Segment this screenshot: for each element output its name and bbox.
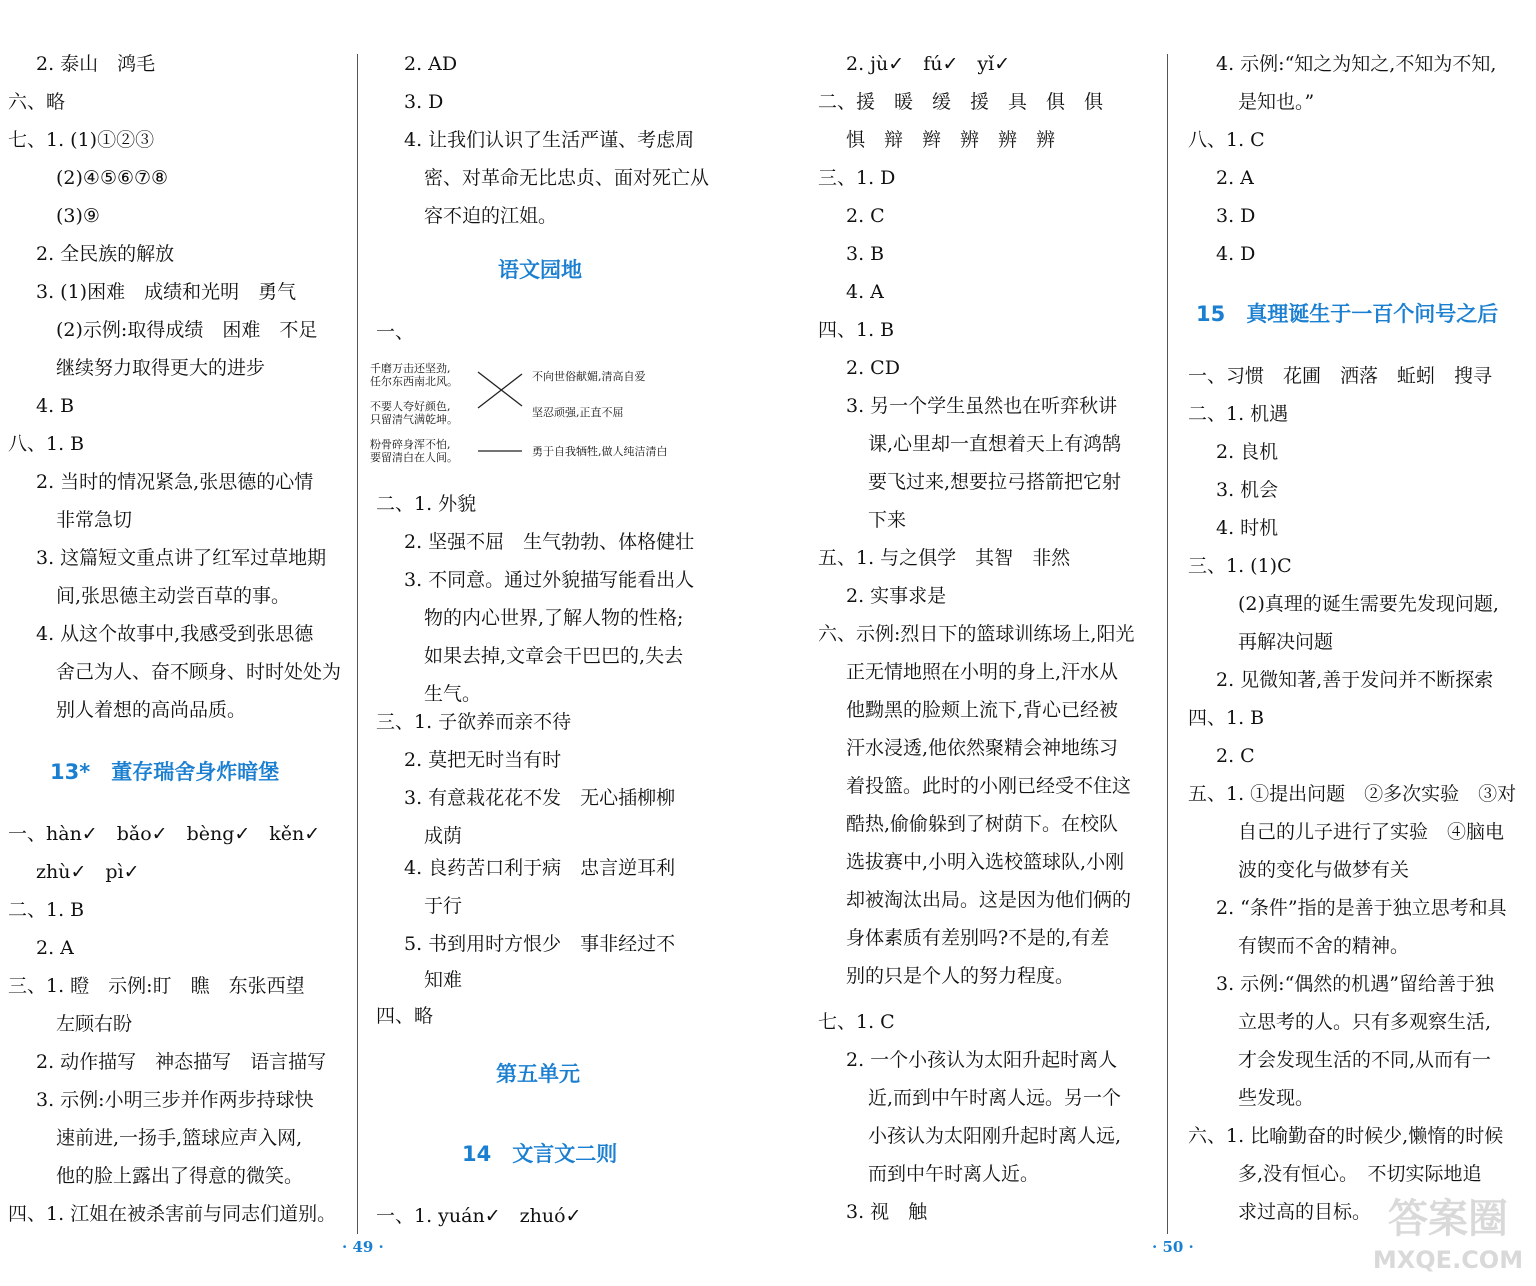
answer-line: 他黝黑的脸颊上流下,背心已经被 xyxy=(846,699,1119,721)
watermark-logo xyxy=(1368,1180,1528,1280)
answer-line: 却被淘汰出局。这是因为他们俩的 xyxy=(846,889,1132,911)
answer-line: 近,而到中午时离人远。另一个 xyxy=(868,1087,1122,1109)
answer-line: 2. CD xyxy=(846,357,900,379)
answer-line: 2. A xyxy=(1216,167,1254,189)
answer-line: 2. A xyxy=(36,937,74,959)
answer-line: (2)真理的诞生需要先发现问题, xyxy=(1238,593,1499,615)
answer-line: 别的只是个人的努力程度。 xyxy=(846,965,1075,987)
matching-right-item: 坚忍顽强,正直不屈 xyxy=(532,406,624,419)
answer-line: 五、1. 与之俱学 其智 非然 xyxy=(818,547,1071,569)
answer-line: 一、hàn✓ bǎo✓ bèng✓ kěn✓ xyxy=(8,823,321,845)
answer-line: 生气。 xyxy=(424,683,482,705)
answer-line: 汗水浸透,他依然聚精会神地练习 xyxy=(846,737,1119,759)
answer-line: 2. 动作描写 神态描写 语言描写 xyxy=(36,1051,327,1073)
answer-line: 密、对革命无比忠贞、面对死亡从 xyxy=(424,167,710,189)
answer-line: 物的内心世界,了解人物的性格; xyxy=(424,607,684,629)
answer-line: 四、1. B xyxy=(1188,707,1265,729)
answer-line: 于行 xyxy=(424,895,463,917)
answer-line: 五、1. ①提出问题 ②多次实验 ③对 xyxy=(1188,783,1517,805)
answer-line: 舍己为人、奋不顾身、时时处处为 xyxy=(56,661,342,683)
answer-line: 二、1. B xyxy=(8,899,85,921)
answer-line: 波的变化与做梦有关 xyxy=(1238,859,1410,881)
answer-line: 3. 不同意。通过外貌描写能看出人 xyxy=(404,569,695,591)
answer-line: 而到中午时离人近。 xyxy=(868,1163,1040,1185)
answer-line: 四、略 xyxy=(376,1005,434,1027)
answer-line: 2. C xyxy=(846,205,885,227)
answer-line: 三、1. 子欲养而亲不待 xyxy=(376,711,572,733)
answer-line: 4. 时机 xyxy=(1216,517,1279,539)
answer-line: 身体素质有差别吗?不是的,有差 xyxy=(846,927,1110,949)
answer-line: 4. 让我们认识了生活严谨、考虑周 xyxy=(404,129,695,151)
answer-line: 七、1. C xyxy=(818,1011,895,1033)
section-heading: 13* 董存瑞舍身炸暗堡 xyxy=(50,760,280,784)
answer-line: 2. 坚强不屈 生气勃勃、体格健壮 xyxy=(404,531,695,553)
page-number-left: · 49 · xyxy=(342,1238,384,1256)
matching-left-item: 任尔东西南北风。 xyxy=(370,375,458,388)
answer-line: 课,心里却一直想着天上有鸿鹄 xyxy=(868,433,1122,455)
answer-line: 3. 机会 xyxy=(1216,479,1279,501)
answer-line: 成荫 xyxy=(424,825,463,847)
answer-line: 立思考的人。只有多观察生活, xyxy=(1238,1011,1492,1033)
answer-line: 2. 见微知著,善于发问并不断探索 xyxy=(1216,669,1494,691)
answer-line: 惧 辩 辫 辨 辨 辨 xyxy=(846,129,1056,151)
answer-line: 4. D xyxy=(1216,243,1256,265)
answer-line: 5. 书到用时方恨少 事非经过不 xyxy=(404,933,676,955)
answer-line: 3. 视 触 xyxy=(846,1201,928,1223)
answer-line: 3. 另一个学生虽然也在听弈秋讲 xyxy=(846,395,1118,417)
answer-line: (3)⑨ xyxy=(56,205,100,227)
matching-right-item: 勇于自我牺牲,做人纯洁清白 xyxy=(532,445,668,458)
answer-line: 二、1. 机遇 xyxy=(1188,403,1289,425)
answer-line: 才会发现生活的不同,从而有一 xyxy=(1238,1049,1492,1071)
section-heading: 第五单元 xyxy=(496,1062,580,1086)
answer-line: 酷热,偷偷躲到了树荫下。在校队 xyxy=(846,813,1119,835)
matching-left-item: 不要人夸好颜色, xyxy=(370,400,451,413)
answer-line: 2. jù✓ fú✓ yǐ✓ xyxy=(846,53,1011,75)
matching-left-item: 粉骨碎身浑不怕, xyxy=(370,438,451,451)
answer-line: 2. 当时的情况紧急,张思德的心情 xyxy=(36,471,314,493)
answer-line: (2)示例:取得成绩 困难 不足 xyxy=(56,319,318,341)
answer-line: 一、1. yuán✓ zhuó✓ xyxy=(376,1205,582,1227)
answer-line: 非常急切 xyxy=(56,509,133,531)
answer-line: 是知也。” xyxy=(1238,91,1315,113)
answer-line: 2. AD xyxy=(404,53,458,75)
answer-line: 有锲而不舍的精神。 xyxy=(1238,935,1410,957)
answer-line: 多,没有恒心。 不切实际地追 xyxy=(1238,1163,1482,1185)
answer-line: 三、1. D xyxy=(818,167,896,189)
answer-line: 一、习惯 花圃 洒落 蚯蚓 搜寻 xyxy=(1188,365,1493,387)
answer-line: 3. 示例:小明三步并作两步持球快 xyxy=(36,1089,314,1111)
answer-line: 2. 泰山 鸿毛 xyxy=(36,53,156,75)
answer-line: 六、1. 比喻勤奋的时候少,懒惰的时候 xyxy=(1188,1125,1504,1147)
answer-line: 2. 一个小孩认为太阳升起时离人 xyxy=(846,1049,1118,1071)
column-divider xyxy=(1167,54,1168,1234)
watermark-text: 答案圈 xyxy=(1388,1196,1508,1242)
answer-line: zhù✓ pì✓ xyxy=(36,861,140,883)
answer-line: 六、示例:烈日下的篮球训练场上,阳光 xyxy=(818,623,1135,645)
answer-line: 容不迫的江姐。 xyxy=(424,205,558,227)
answer-line: 知难 xyxy=(424,969,463,991)
answer-line: 3. D xyxy=(1216,205,1256,227)
answer-line: 2. 实事求是 xyxy=(846,585,947,607)
section-heading: 语文园地 xyxy=(498,258,582,282)
answer-line: (2)④⑤⑥⑦⑧ xyxy=(56,167,169,189)
answer-line: 2. 莫把无时当有时 xyxy=(404,749,562,771)
answer-line: 四、1. B xyxy=(818,319,895,341)
answer-line: 3. 有意栽花花不发 无心插柳柳 xyxy=(404,787,676,809)
matching-left-item: 千磨万击还坚劲, xyxy=(370,362,451,375)
answer-line: 继续努力取得更大的进步 xyxy=(56,357,266,379)
matching-right-item: 不向世俗献媚,清高自爱 xyxy=(532,370,646,383)
answer-line: 3. 这篇短文重点讲了红军过草地期 xyxy=(36,547,327,569)
watermark-url: MXQE.COM xyxy=(1372,1246,1524,1274)
answer-line: 三、1. (1)C xyxy=(1188,555,1292,577)
matching-left-item: 只留清气满乾坤。 xyxy=(370,413,458,426)
answer-line: 正无情地照在小明的身上,汗水从 xyxy=(846,661,1119,683)
answer-line: 一、 xyxy=(376,321,415,343)
answer-line: 别人着想的高尚品质。 xyxy=(56,699,247,721)
answer-line: 4. B xyxy=(36,395,75,417)
answer-line: 4. 示例:“知之为知之,不知为不知, xyxy=(1216,53,1497,75)
answer-line: 再解决问题 xyxy=(1238,631,1334,653)
answer-line: 间,张思德主动尝百草的事。 xyxy=(56,585,291,607)
answer-line: 六、略 xyxy=(8,91,66,113)
answer-line: 二、1. 外貌 xyxy=(376,493,477,515)
answer-line: 2. 良机 xyxy=(1216,441,1279,463)
answer-line: 自己的儿子进行了实验 ④脑电 xyxy=(1238,821,1505,843)
section-heading: 15 真理诞生于一百个问号之后 xyxy=(1196,302,1499,326)
answer-line: 选拔赛中,小明入选校篮球队,小刚 xyxy=(846,851,1125,873)
answer-line: 3. 示例:“偶然的机遇”留给善于独 xyxy=(1216,973,1494,995)
answer-line: 四、1. 江姐在被杀害前与同志们道别。 xyxy=(8,1203,337,1225)
answer-line: 3. D xyxy=(404,91,444,113)
answer-line: 三、1. 瞪 示例:盯 瞧 东张西望 xyxy=(8,975,305,997)
answer-line: 些发现。 xyxy=(1238,1087,1315,1109)
answer-line: 速前进,一扬手,篮球应声入网, xyxy=(56,1127,303,1149)
answer-line: 2. 全民族的解放 xyxy=(36,243,175,265)
answer-line: 4. 从这个故事中,我感受到张思德 xyxy=(36,623,314,645)
answer-line: 小孩认为太阳刚升起时离人远, xyxy=(868,1125,1122,1147)
answer-line: 3. B xyxy=(846,243,885,265)
answer-line: 如果去掉,文章会干巴巴的,失去 xyxy=(424,645,684,667)
matching-left-item: 要留清白在人间。 xyxy=(370,451,458,464)
answer-line: 求过高的目标。 xyxy=(1238,1201,1372,1223)
answer-line: 3. (1)困难 成绩和光明 勇气 xyxy=(36,281,297,303)
answer-line: 要飞过来,想要拉弓搭箭把它射 xyxy=(868,471,1122,493)
column-divider xyxy=(357,54,358,1234)
answer-line: 着投篮。此时的小刚已经受不住这 xyxy=(846,775,1132,797)
answer-line: 八、1. B xyxy=(8,433,85,455)
matching-exercise xyxy=(370,350,715,468)
answer-line: 4. A xyxy=(846,281,884,303)
answer-line: 2. C xyxy=(1216,745,1255,767)
answer-line: 2. “条件”指的是善于独立思考和具 xyxy=(1216,897,1507,919)
answer-line: 他的脸上露出了得意的微笑。 xyxy=(56,1165,304,1187)
answer-line: 下来 xyxy=(868,509,907,531)
page-number-right: · 50 · xyxy=(1152,1238,1194,1256)
answer-line: 七、1. (1)①②③ xyxy=(8,129,155,151)
answer-line: 左顾右盼 xyxy=(56,1013,133,1035)
answer-line: 4. 良药苦口利于病 忠言逆耳利 xyxy=(404,857,676,879)
answer-line: 二、援 暖 缓 援 具 俱 俱 xyxy=(818,91,1104,113)
answer-line: 八、1. C xyxy=(1188,129,1265,151)
section-heading: 14 文言文二则 xyxy=(462,1142,618,1166)
